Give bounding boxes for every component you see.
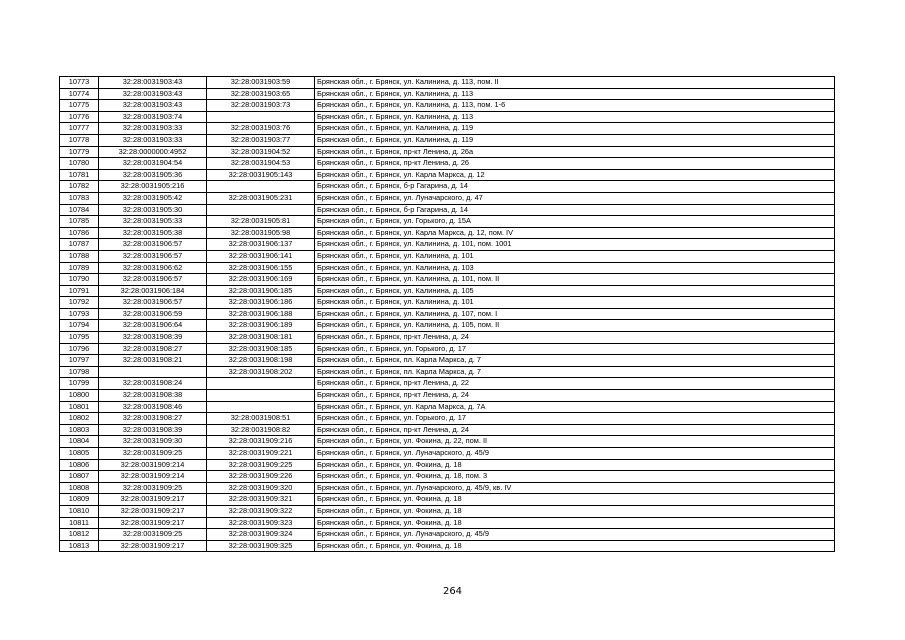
parcel-number-cell: 32:28:0031903:43 — [99, 77, 207, 89]
object-number-cell: 32:28:0031905:143 — [207, 169, 315, 181]
address-cell: Брянская обл., г. Брянск, ул. Фокина, д. 18 — [315, 459, 835, 471]
address-cell: Брянская обл., г. Брянск, ул. Фокина, д. 18 — [315, 505, 835, 517]
object-number-cell: 32:28:0031909:324 — [207, 529, 315, 541]
object-number-cell: 32:28:0031908:202 — [207, 366, 315, 378]
address-cell: Брянская обл., г. Брянск, ул. Горького, д. 17 — [315, 343, 835, 355]
parcel-number-cell: 32:28:0031908:39 — [99, 332, 207, 344]
row-number-cell: 10788 — [60, 250, 99, 262]
address-cell: Брянская обл., г. Брянск, ул. Карла Маркса, д. 12 — [315, 169, 835, 181]
table-row — [60, 239, 835, 251]
address-cell: Брянская обл., г. Брянск, ул. Калинина, д. 101, пом. II — [315, 274, 835, 286]
parcel-number-cell: 32:28:0031909:217 — [99, 494, 207, 506]
object-number-cell: 32:28:0031909:226 — [207, 471, 315, 483]
address-cell: Брянская обл., г. Брянск, ул. Калинина, д. 107, пом. I — [315, 308, 835, 320]
address-cell: Брянская обл., г. Брянск, ул. Горького, д. 15А — [315, 216, 835, 228]
address-cell: Брянская обл., г. Брянск, ул. Калинина, д. 113, пом. 1-6 — [315, 100, 835, 112]
object-number-cell — [207, 390, 315, 402]
address-cell: Брянская обл., г. Брянск, пл. Карла Маркса, д. 7 — [315, 355, 835, 367]
table-row — [60, 355, 835, 367]
row-number-cell: 10806 — [60, 459, 99, 471]
row-number-cell: 10790 — [60, 274, 99, 286]
row-number-cell: 10774 — [60, 88, 99, 100]
address-cell: Брянская обл., г. Брянск, ул. Калинина, д. 113 — [315, 88, 835, 100]
property-table-container — [59, 76, 835, 552]
table-row — [60, 308, 835, 320]
row-number-cell: 10798 — [60, 366, 99, 378]
row-number-cell: 10808 — [60, 482, 99, 494]
object-number-cell — [207, 378, 315, 390]
address-cell: Брянская обл., г. Брянск, ул. Фокина, д. 18 — [315, 494, 835, 506]
row-number-cell: 10785 — [60, 216, 99, 228]
object-number-cell: 32:28:0031909:322 — [207, 505, 315, 517]
address-cell: Брянская обл., г. Брянск, ул. Луначарского, д. 45/9 — [315, 529, 835, 541]
table-row — [60, 169, 835, 181]
parcel-number-cell: 32:28:0031905:216 — [99, 181, 207, 193]
parcel-number-cell: 32:28:0031905:38 — [99, 227, 207, 239]
address-cell: Брянская обл., г. Брянск, б-р Гагарина, д. 14 — [315, 181, 835, 193]
table-row — [60, 424, 835, 436]
table-row — [60, 274, 835, 286]
parcel-number-cell: 32:28:0031909:25 — [99, 529, 207, 541]
address-cell: Брянская обл., г. Брянск, ул. Калинина, д. 101, пом. 1001 — [315, 239, 835, 251]
parcel-number-cell: 32:28:0031909:217 — [99, 505, 207, 517]
table-row — [60, 378, 835, 390]
row-number-cell: 10813 — [60, 540, 99, 552]
address-cell: Брянская обл., г. Брянск, ул. Луначарского, д. 45/9 — [315, 448, 835, 460]
address-cell: Брянская обл., г. Брянск, пр-кт Ленина, д. 24 — [315, 332, 835, 344]
address-cell: Брянская обл., г. Брянск, пр-кт Ленина, д. 22 — [315, 378, 835, 390]
table-row — [60, 494, 835, 506]
object-number-cell: 32:28:0031906:155 — [207, 262, 315, 274]
address-cell: Брянская обл., г. Брянск, ул. Калинина, д. 113 — [315, 111, 835, 123]
table-row — [60, 158, 835, 170]
parcel-number-cell: 32:28:0031909:214 — [99, 459, 207, 471]
parcel-number-cell: 32:28:0031909:214 — [99, 471, 207, 483]
table-row — [60, 227, 835, 239]
object-number-cell: 32:28:0031909:225 — [207, 459, 315, 471]
parcel-number-cell: 32:28:0031903:33 — [99, 123, 207, 135]
row-number-cell: 10791 — [60, 285, 99, 297]
object-number-cell — [207, 181, 315, 193]
row-number-cell: 10787 — [60, 239, 99, 251]
object-number-cell: 32:28:0031909:323 — [207, 517, 315, 529]
address-cell: Брянская обл., г. Брянск, ул. Калинина, д. 119 — [315, 123, 835, 135]
object-number-cell: 32:28:0031905:81 — [207, 216, 315, 228]
table-row — [60, 390, 835, 402]
parcel-number-cell: 32:28:0031905:42 — [99, 192, 207, 204]
object-number-cell: 32:28:0031903:77 — [207, 134, 315, 146]
table-body — [60, 77, 835, 552]
row-number-cell: 10789 — [60, 262, 99, 274]
object-number-cell: 32:28:0031906:189 — [207, 320, 315, 332]
parcel-number-cell: 32:28:0031909:30 — [99, 436, 207, 448]
parcel-number-cell: 32:28:0031906:57 — [99, 239, 207, 251]
parcel-number-cell: 32:28:0031903:43 — [99, 100, 207, 112]
object-number-cell: 32:28:0031903:76 — [207, 123, 315, 135]
row-number-cell: 10783 — [60, 192, 99, 204]
row-number-cell: 10779 — [60, 146, 99, 158]
address-cell: Брянская обл., г. Брянск, ул. Калинина, д. 101 — [315, 297, 835, 309]
table-row — [60, 517, 835, 529]
table-row — [60, 366, 835, 378]
table-row — [60, 297, 835, 309]
address-cell: Брянская обл., г. Брянск, ул. Фокина, д. 18 — [315, 517, 835, 529]
parcel-number-cell: 32:28:0031909:217 — [99, 540, 207, 552]
object-number-cell: 32:28:0031906:137 — [207, 239, 315, 251]
object-number-cell: 32:28:0031908:82 — [207, 424, 315, 436]
parcel-number-cell: 32:28:0031905:30 — [99, 204, 207, 216]
object-number-cell: 32:28:0031906:188 — [207, 308, 315, 320]
table-row — [60, 471, 835, 483]
object-number-cell: 32:28:0031908:198 — [207, 355, 315, 367]
object-number-cell: 32:28:0031906:186 — [207, 297, 315, 309]
address-cell: Брянская обл., г. Брянск, ул. Калинина, д. 119 — [315, 134, 835, 146]
table-row — [60, 401, 835, 413]
address-cell: Брянская обл., г. Брянск, ул. Фокина, д. 18, пом. 3 — [315, 471, 835, 483]
table-row — [60, 250, 835, 262]
table-row — [60, 285, 835, 297]
address-cell: Брянская обл., г. Брянск, ул. Луначарского, д. 47 — [315, 192, 835, 204]
object-number-cell: 32:28:0031903:59 — [207, 77, 315, 89]
parcel-number-cell: 32:28:0031904:54 — [99, 158, 207, 170]
row-number-cell: 10781 — [60, 169, 99, 181]
row-number-cell: 10809 — [60, 494, 99, 506]
row-number-cell: 10776 — [60, 111, 99, 123]
object-number-cell: 32:28:0031909:325 — [207, 540, 315, 552]
row-number-cell: 10794 — [60, 320, 99, 332]
table-row — [60, 111, 835, 123]
object-number-cell: 32:28:0031906:185 — [207, 285, 315, 297]
parcel-number-cell: 32:28:0031906:62 — [99, 262, 207, 274]
row-number-cell: 10802 — [60, 413, 99, 425]
object-number-cell: 32:28:0031909:216 — [207, 436, 315, 448]
row-number-cell: 10784 — [60, 204, 99, 216]
row-number-cell: 10810 — [60, 505, 99, 517]
property-table — [59, 76, 835, 552]
table-row — [60, 134, 835, 146]
object-number-cell: 32:28:0031906:141 — [207, 250, 315, 262]
address-cell: Брянская обл., г. Брянск, ул. Калинина, д. 113, пом. II — [315, 77, 835, 89]
address-cell: Брянская обл., г. Брянск, ул. Карла Маркса, д. 12, пом. IV — [315, 227, 835, 239]
table-row — [60, 181, 835, 193]
parcel-number-cell: 32:28:0031909:25 — [99, 482, 207, 494]
address-cell: Брянская обл., г. Брянск, ул. Калинина, д. 105 — [315, 285, 835, 297]
object-number-cell: 32:28:0031909:221 — [207, 448, 315, 460]
object-number-cell: 32:28:0031903:65 — [207, 88, 315, 100]
table-row — [60, 320, 835, 332]
row-number-cell: 10793 — [60, 308, 99, 320]
parcel-number-cell: 32:28:0031908:46 — [99, 401, 207, 413]
object-number-cell: 32:28:0031908:51 — [207, 413, 315, 425]
address-cell: Брянская обл., г. Брянск, ул. Фокина, д. 18 — [315, 540, 835, 552]
object-number-cell — [207, 401, 315, 413]
table-row — [60, 192, 835, 204]
address-cell: Брянская обл., г. Брянск, ул. Луначарского, д. 45/9, кв. IV — [315, 482, 835, 494]
object-number-cell: 32:28:0031909:321 — [207, 494, 315, 506]
parcel-number-cell: 32:28:0031906:59 — [99, 308, 207, 320]
address-cell: Брянская обл., г. Брянск, пр-кт Ленина, д. 26 — [315, 158, 835, 170]
row-number-cell: 10786 — [60, 227, 99, 239]
row-number-cell: 10800 — [60, 390, 99, 402]
row-number-cell: 10804 — [60, 436, 99, 448]
parcel-number-cell: 32:28:0031906:57 — [99, 297, 207, 309]
table-row — [60, 216, 835, 228]
address-cell: Брянская обл., г. Брянск, пр-кт Ленина, д. 24 — [315, 424, 835, 436]
table-row — [60, 540, 835, 552]
row-number-cell: 10803 — [60, 424, 99, 436]
parcel-number-cell: 32:28:0031909:217 — [99, 517, 207, 529]
row-number-cell: 10801 — [60, 401, 99, 413]
object-number-cell: 32:28:0031908:185 — [207, 343, 315, 355]
table-row — [60, 436, 835, 448]
parcel-number-cell: 32:28:0031903:33 — [99, 134, 207, 146]
address-cell: Брянская обл., г. Брянск, ул. Фокина, д. 22, пом. II — [315, 436, 835, 448]
object-number-cell: 32:28:0031905:231 — [207, 192, 315, 204]
object-number-cell: 32:28:0031904:53 — [207, 158, 315, 170]
row-number-cell: 10807 — [60, 471, 99, 483]
row-number-cell: 10778 — [60, 134, 99, 146]
table-row — [60, 343, 835, 355]
parcel-number-cell: 32:28:0031908:27 — [99, 413, 207, 425]
parcel-number-cell: 32:28:0031909:25 — [99, 448, 207, 460]
row-number-cell: 10797 — [60, 355, 99, 367]
table-row — [60, 146, 835, 158]
table-row — [60, 100, 835, 112]
address-cell: Брянская обл., г. Брянск, ул. Калинина, д. 105, пом. II — [315, 320, 835, 332]
table-row — [60, 482, 835, 494]
object-number-cell: 32:28:0031908:181 — [207, 332, 315, 344]
page-number: 264 — [442, 586, 463, 597]
table-row — [60, 529, 835, 541]
address-cell: Брянская обл., г. Брянск, пл. Карла Маркса, д. 7 — [315, 366, 835, 378]
table-row — [60, 88, 835, 100]
parcel-number-cell: 32:28:0031908:39 — [99, 424, 207, 436]
parcel-number-cell: 32:28:0031903:43 — [99, 88, 207, 100]
object-number-cell: 32:28:0031905:98 — [207, 227, 315, 239]
address-cell: Брянская обл., г. Брянск, ул. Калинина, д. 101 — [315, 250, 835, 262]
row-number-cell: 10777 — [60, 123, 99, 135]
row-number-cell: 10795 — [60, 332, 99, 344]
row-number-cell: 10811 — [60, 517, 99, 529]
row-number-cell: 10799 — [60, 378, 99, 390]
table-row — [60, 204, 835, 216]
row-number-cell: 10782 — [60, 181, 99, 193]
address-cell: Брянская обл., г. Брянск, ул. Карла Маркса, д. 7А — [315, 401, 835, 413]
table-row — [60, 332, 835, 344]
parcel-number-cell: 32:28:0031906:64 — [99, 320, 207, 332]
row-number-cell: 10780 — [60, 158, 99, 170]
address-cell: Брянская обл., г. Брянск, пр-кт Ленина, д. 24 — [315, 390, 835, 402]
table-row — [60, 448, 835, 460]
row-number-cell: 10775 — [60, 100, 99, 112]
table-row — [60, 505, 835, 517]
parcel-number-cell — [99, 366, 207, 378]
table-row — [60, 459, 835, 471]
parcel-number-cell: 32:28:0031906:184 — [99, 285, 207, 297]
parcel-number-cell: 32:28:0031908:21 — [99, 355, 207, 367]
parcel-number-cell: 32:28:0031906:57 — [99, 274, 207, 286]
object-number-cell: 32:28:0031909:320 — [207, 482, 315, 494]
address-cell: Брянская обл., г. Брянск, ул. Калинина, д. 103 — [315, 262, 835, 274]
table-row — [60, 262, 835, 274]
parcel-number-cell: 32:28:0031905:33 — [99, 216, 207, 228]
parcel-number-cell: 32:28:0031903:74 — [99, 111, 207, 123]
parcel-number-cell: 32:28:0031906:57 — [99, 250, 207, 262]
object-number-cell: 32:28:0031904:52 — [207, 146, 315, 158]
object-number-cell — [207, 204, 315, 216]
object-number-cell — [207, 111, 315, 123]
row-number-cell: 10812 — [60, 529, 99, 541]
object-number-cell: 32:28:0031903:73 — [207, 100, 315, 112]
row-number-cell: 10792 — [60, 297, 99, 309]
address-cell: Брянская обл., г. Брянск, ул. Горького, д. 17 — [315, 413, 835, 425]
row-number-cell: 10773 — [60, 77, 99, 89]
address-cell: Брянская обл., г. Брянск, б-р Гагарина, д. 14 — [315, 204, 835, 216]
row-number-cell: 10805 — [60, 448, 99, 460]
parcel-number-cell: 32:28:0031908:38 — [99, 390, 207, 402]
table-row — [60, 413, 835, 425]
row-number-cell: 10796 — [60, 343, 99, 355]
address-cell: Брянская обл., г. Брянск, пр-кт Ленина, д. 26а — [315, 146, 835, 158]
object-number-cell: 32:28:0031906:169 — [207, 274, 315, 286]
parcel-number-cell: 32:28:0031905:36 — [99, 169, 207, 181]
table-row — [60, 77, 835, 89]
parcel-number-cell: 32:28:0000000:4952 — [99, 146, 207, 158]
parcel-number-cell: 32:28:0031908:24 — [99, 378, 207, 390]
parcel-number-cell: 32:28:0031908:27 — [99, 343, 207, 355]
table-row — [60, 123, 835, 135]
